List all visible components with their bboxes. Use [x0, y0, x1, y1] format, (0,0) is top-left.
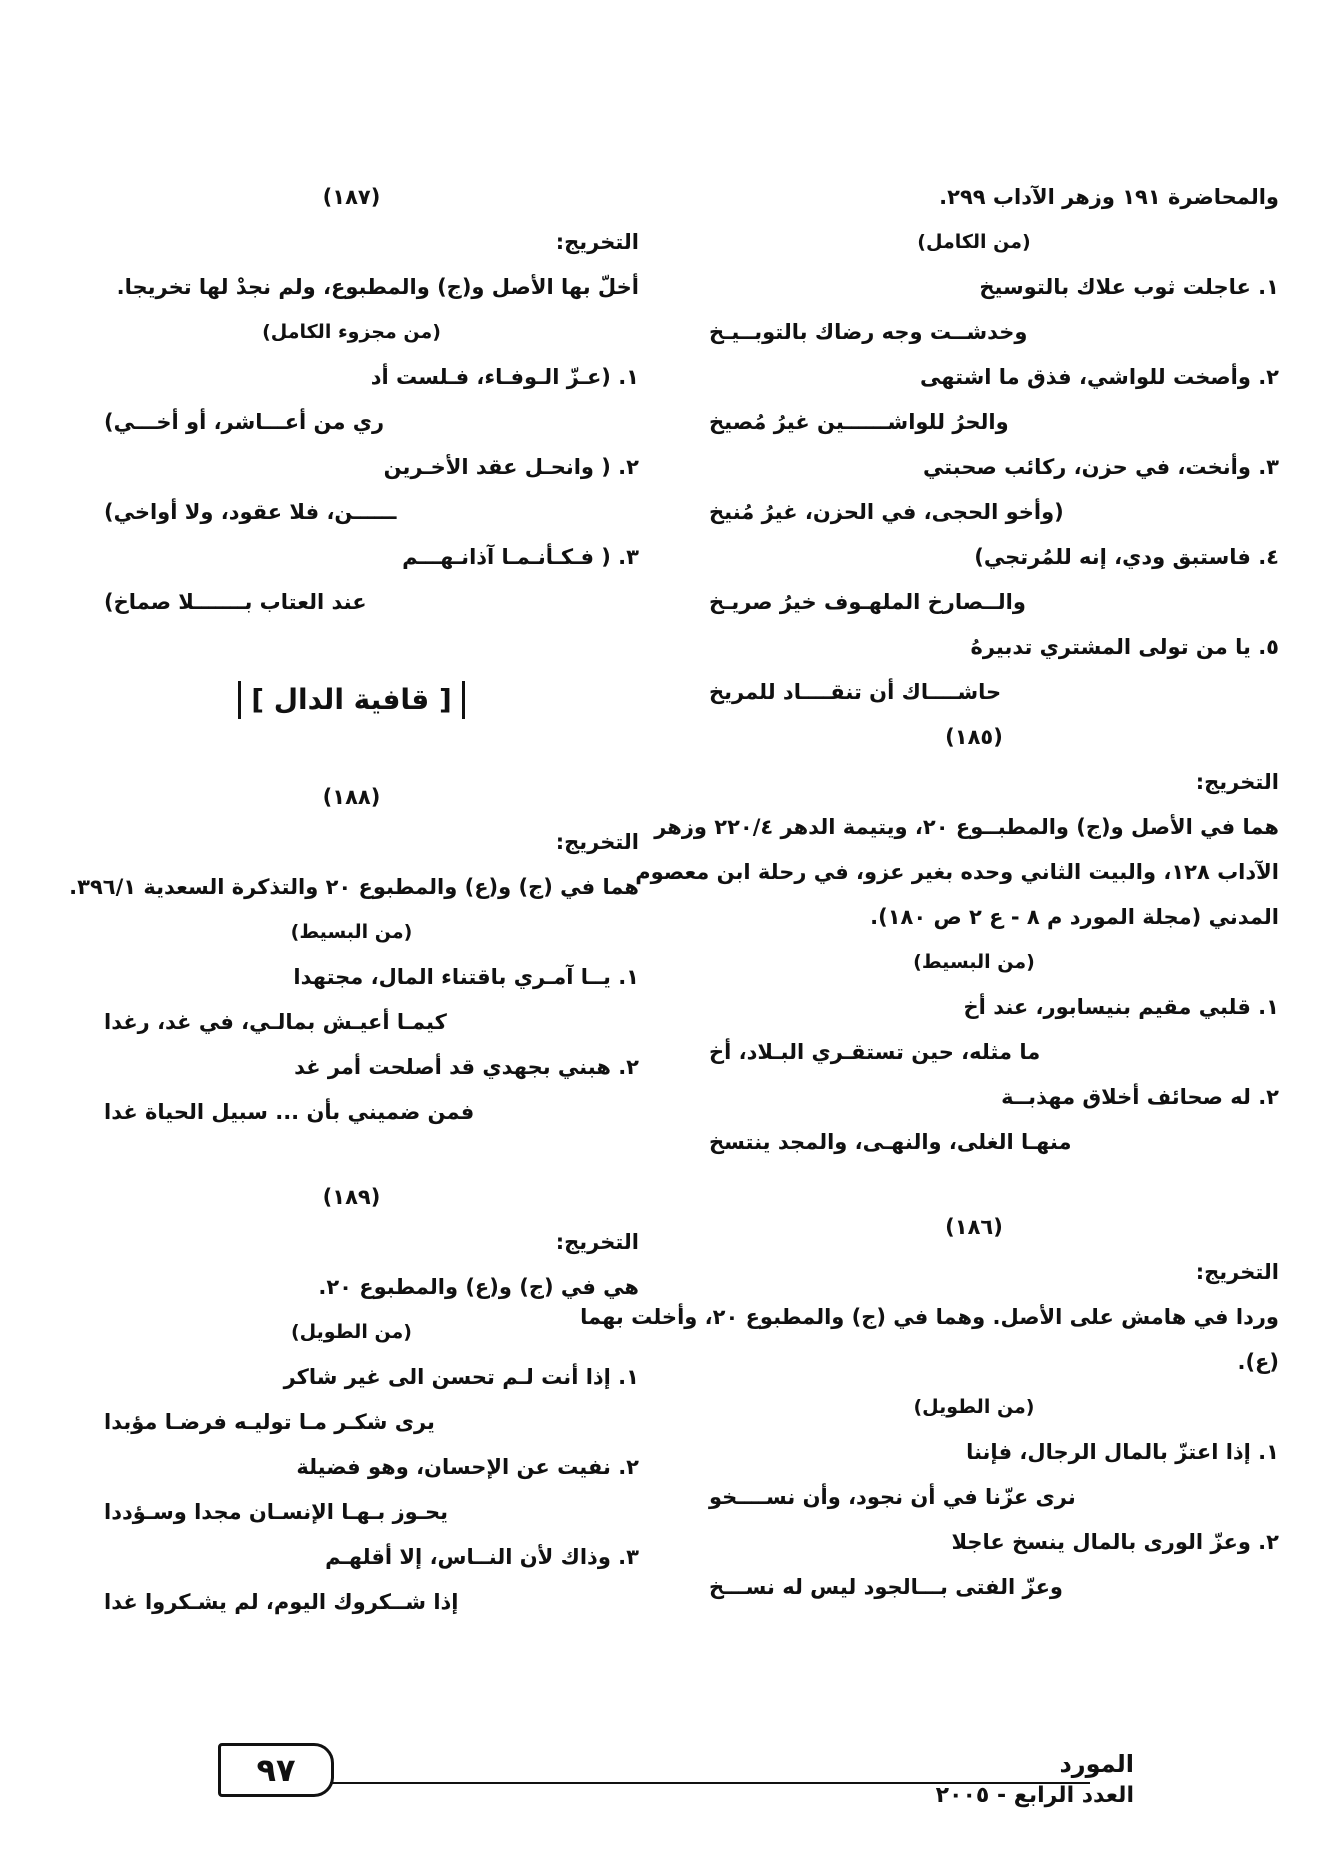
verse-first-hemistich: ١. يــا آمـري باقتناء المال، مجتهدا: [293, 965, 639, 989]
verse-first-hemistich: ١. عاجلت ثوب علاك بالتوسيخ: [979, 275, 1279, 299]
meter-label: (من البسيط): [290, 921, 413, 943]
body-line: الآداب ١٢٨، والبيت الثاني وحده بغير عزو، في رحلة ابن معصوم: [635, 860, 1279, 884]
verse-first-hemistich: ٢. ( وانحـل عقد الأخـرين: [383, 455, 639, 479]
poem-number: (١٨٨): [322, 785, 381, 809]
verse-second-hemistich: حاشــــاك أن تنقــــاد للمريخ: [709, 680, 1002, 704]
verse-second-hemistich: يرى شكـر مـا توليـه فرضـا مؤبدا: [104, 1410, 435, 1434]
journal-title: المورد: [1059, 1750, 1134, 1778]
poem-number: (١٨٧): [322, 185, 381, 209]
verse-second-hemistich: نرى عزّنا في أن نجود، وأن نســــخو: [709, 1485, 1076, 1509]
section-heading: التخريج:: [555, 230, 639, 254]
verse-second-hemistich: وخدشــت وجه رضاك بالتوبــيـخ: [709, 320, 1028, 344]
verse-second-hemistich: يحـوز بـهـا الإنسـان مجدا وسـؤددا: [104, 1500, 449, 1524]
verse-second-hemistich: والــصارخ الملهـوف خيرُ صريـخ: [709, 590, 1026, 614]
body-line: وردا في هامش على الأصل. وهما في (ج) والمطبوع ٢٠، وأخلت بهما: [580, 1305, 1279, 1329]
verse-first-hemistich: ١. (عـزّ الـوفـاء، فـلست أد: [370, 365, 639, 389]
body-line: والمحاضرة ١٩١ وزهر الآداب ٢٩٩.: [939, 185, 1279, 209]
verse-second-hemistich: منهـا الغلى، والنهـى، والمجد ينتسخ: [709, 1130, 1072, 1154]
section-heading: التخريج:: [1195, 1260, 1279, 1284]
meter-label: (من الطويل): [290, 1321, 412, 1343]
verse-first-hemistich: ١. إذا اعتزّ بالمال الرجال، فإننا: [966, 1440, 1279, 1464]
spacer: [64, 735, 639, 775]
verse-second-hemistich: ري من أعـــاشر، أو أخـــي): [104, 410, 385, 434]
body-line: هما في الأصل و(ج) والمطبــوع ٢٠، ويتيمة الدهر ٢٢٠/٤ وزهر: [654, 815, 1279, 839]
verse-first-hemistich: ٢. وأصخت للواشي، فذق ما اشتهى: [919, 365, 1279, 389]
poem-number: (١٨٦): [945, 1215, 1003, 1239]
spacer: [64, 625, 639, 665]
verse-first-hemistich: ١. قلبي مقيم بنيسابور، عند أخ: [963, 995, 1279, 1019]
meter-label: (من الكامل): [917, 231, 1031, 253]
meter-label: (من مجزوء الكامل): [262, 321, 441, 343]
verse-second-hemistich: فمن ضميني بأن ... سبيل الحياة غدا: [104, 1100, 475, 1124]
verse-second-hemistich: ما مثله، حين تستقـري البـلاد، أخ: [709, 1040, 1041, 1064]
verse-first-hemistich: ٢. هبني بجهدي قد أصلحت أمر غد: [294, 1055, 639, 1079]
meter-label: (من البسيط): [913, 951, 1035, 973]
spacer: [669, 1165, 1279, 1205]
verse-first-hemistich: ٢. له صحائف أخلاق مهذبــة: [1001, 1085, 1279, 1109]
page-number: ٩٧: [218, 1743, 334, 1797]
left-column: [64, 175, 639, 1625]
body-line: أخلّ بها الأصل و(ج) والمطبوع، ولم نجدْ لها تخريجا.: [116, 275, 639, 299]
verse-first-hemistich: ٥. يا من تولى المشتري تدبيرهُ: [970, 635, 1279, 659]
verse-first-hemistich: ٣. ( فـكـأنـمـا آذانـهـــم: [402, 545, 639, 569]
body-line: هي في (ج) و(ع) والمطبوع ٢٠.: [318, 1275, 639, 1299]
journal-footer: [936, 1748, 1134, 1812]
body-line: المدني (مجلة المورد م ٨ - ع ٢ ص ١٨٠).: [870, 905, 1279, 929]
body-line: (ع).: [1237, 1350, 1279, 1374]
verse-first-hemistich: ٤. فاستبق ودي، إنه للمُرتجي): [974, 545, 1279, 569]
section-heading: التخريج:: [555, 1230, 639, 1254]
verse-first-hemistich: ١. إذا أنت لـم تحسن الى غير شاكر: [283, 1365, 639, 1389]
poem-number: (١٨٥): [945, 725, 1003, 749]
verse-second-hemistich: ــــــن، فلا عقود، ولا أواخي): [104, 500, 397, 524]
verse-first-hemistich: ٣. وذاك لأن النــاس، إلا أقلهـم: [325, 1545, 639, 1569]
journal-issue: العدد الرابع - ٢٠٠٥: [935, 1783, 1134, 1808]
section-heading: التخريج:: [1195, 770, 1279, 794]
meter-label: (من الطويل): [913, 1396, 1035, 1418]
verse-second-hemistich: كيمـا أعيـش بمالـي، في غد، رغدا: [104, 1010, 447, 1034]
section-heading: التخريج:: [555, 830, 639, 854]
verse-second-hemistich: إذا شــكروك اليوم، لم يشـكروا غدا: [104, 1590, 459, 1614]
verse-first-hemistich: ٢. نفيت عن الإحسان، وهو فضيلة: [296, 1455, 639, 1479]
verse-second-hemistich: وعزّ الفتى بـــالجود ليس له نســـخ: [709, 1575, 1063, 1599]
poem-number: (١٨٩): [322, 1185, 381, 1209]
spacer: [64, 1135, 639, 1175]
verse-first-hemistich: ٢. وعزّ الورى بالمال ينسخ عاجلا: [951, 1530, 1279, 1554]
verse-second-hemistich: (وأخو الحجى، في الحزن، غيرُ مُنيخ: [709, 500, 1064, 524]
rhyme-section-title-text: [ قافية الدال ]: [238, 681, 465, 719]
body-line: هما في (ج) و(ع) والمطبوع ٢٠ والتذكرة السعدية ٣٩٦/١.: [69, 875, 639, 899]
rhyme-section-title: [64, 665, 639, 735]
verse-second-hemistich: والحرُ للواشــــــين غيرُ مُصيخ: [709, 410, 1009, 434]
verse-first-hemistich: ٣. وأنخت، في حزن، ركائب صحبتي: [922, 455, 1279, 479]
right-column: [580, 175, 1279, 1610]
verse-second-hemistich: عند العتاب بـــــــلا صماخ): [104, 590, 367, 614]
